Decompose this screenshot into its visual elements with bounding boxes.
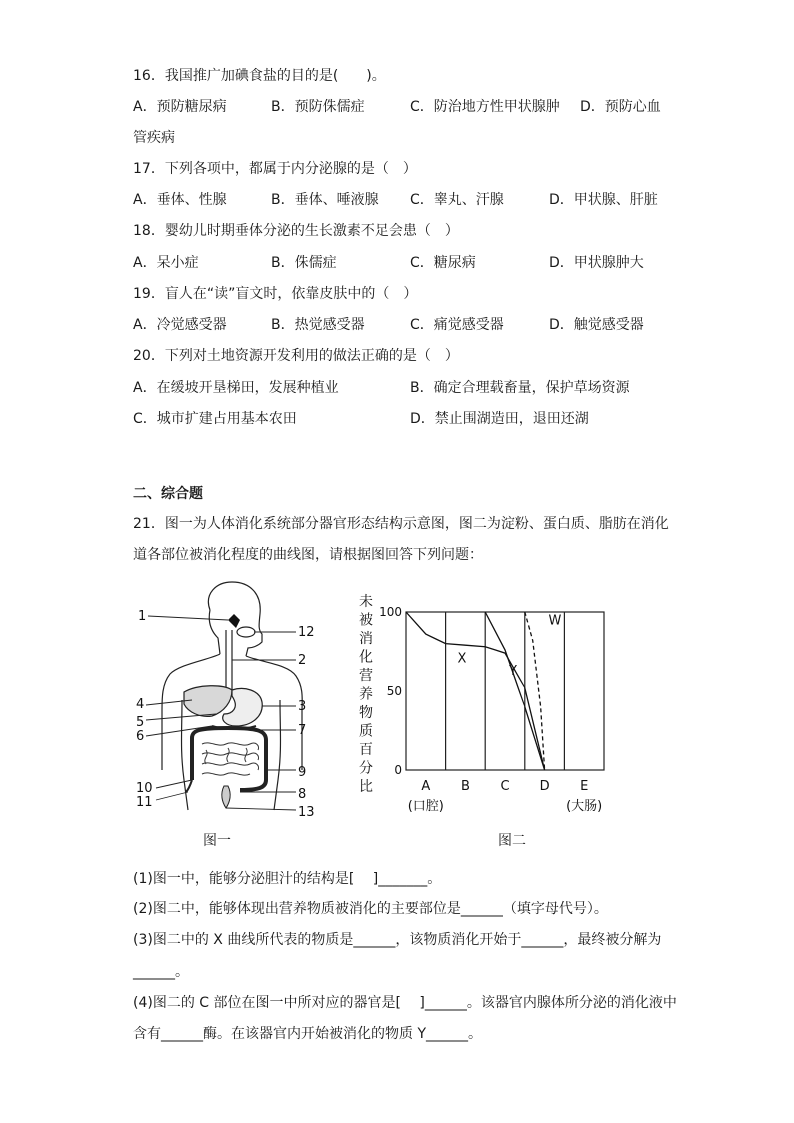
series-label-y: Y (508, 664, 517, 680)
question-21-sub-4: (4)图二的 C 部位在图一中所对应的器官是[ ]______。该器官内腺体所分泌的消化液中 (133, 995, 677, 1011)
y-tick-label: 0 (394, 763, 402, 777)
question-18-stem: 18．婴幼儿时期垂体分泌的生长激素不足会患（ ） (133, 223, 459, 239)
rectum (222, 786, 230, 808)
appendix (186, 780, 192, 792)
question-21-sub-2: (2)图二中，能够体现出营养物质被消化的主要部位是______（填字母代号）。 (133, 901, 608, 917)
y-axis-label-char: 质 (359, 723, 373, 740)
curve-w (525, 612, 545, 770)
question-21-stem-line1: 21．图一为人体消化系统部分器官形态结构示意图，图二为淀粉、蛋白质、脂肪在消化 (133, 516, 669, 532)
y-axis-label-char: 消 (359, 631, 373, 647)
large-intestine (192, 728, 266, 790)
question-19-option-c: C．痛觉感受器 (410, 317, 504, 333)
y-axis-label-char: 养 (359, 686, 373, 703)
question-18-option-d: D．甲状腺肿大 (549, 255, 644, 271)
fig1-label-11: 11 (136, 795, 153, 810)
small-intestine (202, 743, 259, 775)
figure-1-digestive-system (128, 580, 328, 820)
mouth-region (228, 614, 240, 628)
series-label-w: W (548, 613, 562, 629)
fig1-label-3: 3 (298, 699, 307, 714)
question-20-option-b: B．确定合理载畜量，保护草场资源 (410, 380, 630, 396)
x-category-label: E (580, 779, 589, 794)
curve-x (406, 612, 545, 770)
fig1-label-1: 1 (138, 609, 147, 624)
question-18-option-b: B．侏儒症 (271, 255, 337, 271)
fig1-label-6: 6 (136, 729, 145, 744)
y-axis-label-char: 比 (359, 779, 373, 795)
fig1-label-9: 9 (298, 765, 307, 780)
figure-2-caption: 图二 (498, 833, 526, 849)
fig1-label-12: 12 (298, 625, 315, 640)
fig1-label-4: 4 (136, 697, 145, 712)
question-21-stem-line2: 道各部位被消化程度的曲线图，请根据图回答下列问题： (133, 547, 483, 563)
x-category-sublabel: (大肠) (566, 799, 603, 814)
question-16-option-c: C．防治地方性甲状腺肿 (410, 99, 560, 115)
question-18-option-c: C．糖尿病 (410, 255, 476, 271)
question-19-option-d: D．触觉感受器 (549, 317, 644, 333)
series-label-x: X (457, 651, 467, 667)
question-16-option-a: A．预防糖尿病 (133, 99, 227, 115)
question-18-option-a: A．呆小症 (133, 255, 199, 271)
y-tick-label: 50 (386, 684, 402, 698)
question-20-option-c: C．城市扩建占用基本农田 (133, 411, 297, 427)
question-16-option-d-cont: 管疾病 (133, 130, 175, 146)
fig1-label-8: 8 (298, 787, 307, 802)
y-axis-label-char: 被 (359, 612, 373, 629)
question-21-sub-4-cont: 含有______酶。在该器官内开始被消化的物质 Y______。 (133, 1026, 483, 1042)
question-20-option-a: A．在缓坡开垦梯田，发展种植业 (133, 380, 339, 396)
question-17-option-a: A．垂体、性腺 (133, 192, 227, 208)
y-axis-label-char: 百 (359, 742, 373, 758)
x-category-label: B (460, 779, 470, 794)
question-19-option-b: B．热觉感受器 (271, 317, 365, 333)
salivary-gland (237, 627, 255, 637)
question-16-option-b: B．预防侏儒症 (271, 99, 365, 115)
question-17-stem: 17．下列各项中，都属于内分泌腺的是（ ） (133, 161, 417, 177)
y-tick-label: 100 (379, 605, 402, 619)
y-axis-label-char: 分 (359, 760, 373, 777)
fig1-label-13: 13 (298, 805, 315, 820)
x-category-label: A (421, 779, 431, 794)
curve-y (485, 612, 544, 770)
fig1-label-2: 2 (298, 653, 307, 668)
y-axis-label-char: 营 (359, 668, 373, 684)
question-17-option-c: C．睾丸、汗腺 (410, 192, 504, 208)
y-axis-label-char: 未 (359, 594, 373, 610)
question-21-sub-1: (1)图一中，能够分泌胆汁的结构是[ ]_______。 (133, 871, 442, 887)
figure-2-digestion-chart (350, 590, 640, 826)
question-19-option-a: A．冷觉感受器 (133, 317, 227, 333)
section-title: 二、综合题 (133, 486, 203, 502)
question-20-option-d: D．禁止围湖造田，退田还湖 (410, 411, 589, 427)
fig1-label-5: 5 (136, 715, 145, 730)
question-21-sub-3-cont: ______。 (133, 964, 189, 980)
label-leader-lines (146, 616, 296, 810)
question-19-stem: 19．盲人在“读”盲文时，依靠皮肤中的（ ） (133, 286, 418, 302)
question-16-option-d: D．预防心血 (580, 99, 661, 115)
question-17-option-d: D．甲状腺、肝脏 (549, 192, 658, 208)
question-20-stem: 20．下列对土地资源开发利用的做法正确的是（ ） (133, 348, 459, 364)
y-axis-label-char: 化 (359, 649, 373, 666)
y-axis-label-char: 物 (359, 705, 373, 721)
fig1-label-7: 7 (298, 723, 307, 738)
figure-1-caption: 图一 (203, 833, 231, 849)
x-category-label: D (539, 779, 550, 794)
plot-frame (406, 612, 604, 770)
fig1-label-10: 10 (136, 781, 153, 796)
esophagus (226, 630, 232, 692)
question-16-stem: 16．我国推广加碘食盐的目的是( )。 (133, 68, 386, 84)
x-category-label: C (500, 779, 510, 794)
liver (184, 686, 232, 717)
question-21-sub-3: (3)图二中的 X 曲线所代表的物质是______，该物质消化开始于______，最终被分解为 (133, 932, 662, 948)
x-category-sublabel: (口腔) (407, 799, 444, 814)
question-17-option-b: B．垂体、唾液腺 (271, 192, 379, 208)
